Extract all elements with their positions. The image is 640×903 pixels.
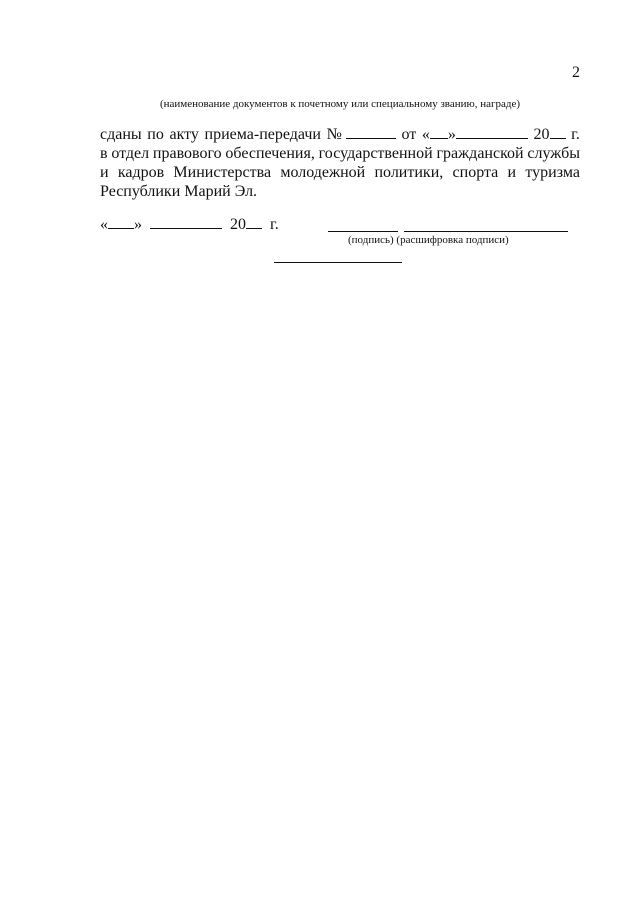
word: в <box>100 145 108 162</box>
year-suffix: г. <box>270 216 279 233</box>
documents-caption: (наименование документов к почетному или специальному званию, награде) <box>159 98 521 110</box>
close-quote: » <box>447 126 456 143</box>
word: спорта <box>452 164 499 181</box>
signature-decoding-blank[interactable] <box>404 231 568 232</box>
paragraph-line-4 <box>100 182 580 201</box>
close-quote: » <box>134 216 142 233</box>
year-prefix: 20 <box>230 216 246 233</box>
word: и <box>507 164 517 181</box>
signature-caption: (подпись) (расшифровка подписи) <box>348 234 509 246</box>
word: туризма <box>525 164 580 181</box>
word: от <box>401 126 417 143</box>
paragraph-line-3 <box>100 163 580 182</box>
word: обеспечения, <box>225 145 315 162</box>
word: и <box>100 164 109 181</box>
act-number-blank[interactable] <box>346 125 396 139</box>
main-paragraph <box>100 125 580 201</box>
open-quote: « <box>421 126 430 143</box>
line-text: Республики Марий Эл. <box>100 183 258 200</box>
paragraph-line-1 <box>100 125 580 144</box>
word: правового <box>152 145 222 162</box>
paragraph-line-2 <box>100 144 580 163</box>
number-sign: № <box>326 126 342 143</box>
word: службы <box>527 145 580 162</box>
word: отдел <box>111 145 150 162</box>
end-divider <box>274 262 402 263</box>
year-suffix: г. <box>571 126 580 143</box>
year-prefix: 20 <box>533 126 550 143</box>
signing-date <box>100 215 279 234</box>
word: политики, <box>374 164 444 181</box>
word: Министерства <box>173 164 272 181</box>
word: сданы <box>100 126 142 143</box>
act-day-blank[interactable] <box>430 125 448 139</box>
word: гражданской <box>436 145 524 162</box>
act-month-blank[interactable] <box>456 125 528 139</box>
sign-day-blank[interactable] <box>108 215 134 229</box>
sign-month-blank[interactable] <box>150 215 222 229</box>
word: приема-передачи <box>204 126 321 143</box>
word: по <box>147 126 164 143</box>
sign-year-blank[interactable] <box>246 215 262 229</box>
act-year-blank[interactable] <box>550 125 566 139</box>
word: государственной <box>318 145 433 162</box>
open-quote: « <box>100 216 108 233</box>
word: акту <box>169 126 199 143</box>
word: кадров <box>117 164 165 181</box>
word: молодежной <box>280 164 366 181</box>
act-year-group <box>534 125 566 144</box>
signature-blank[interactable] <box>328 231 398 232</box>
page-number: 2 <box>572 64 580 81</box>
act-date-group <box>422 125 528 144</box>
act-number-group <box>327 125 396 144</box>
